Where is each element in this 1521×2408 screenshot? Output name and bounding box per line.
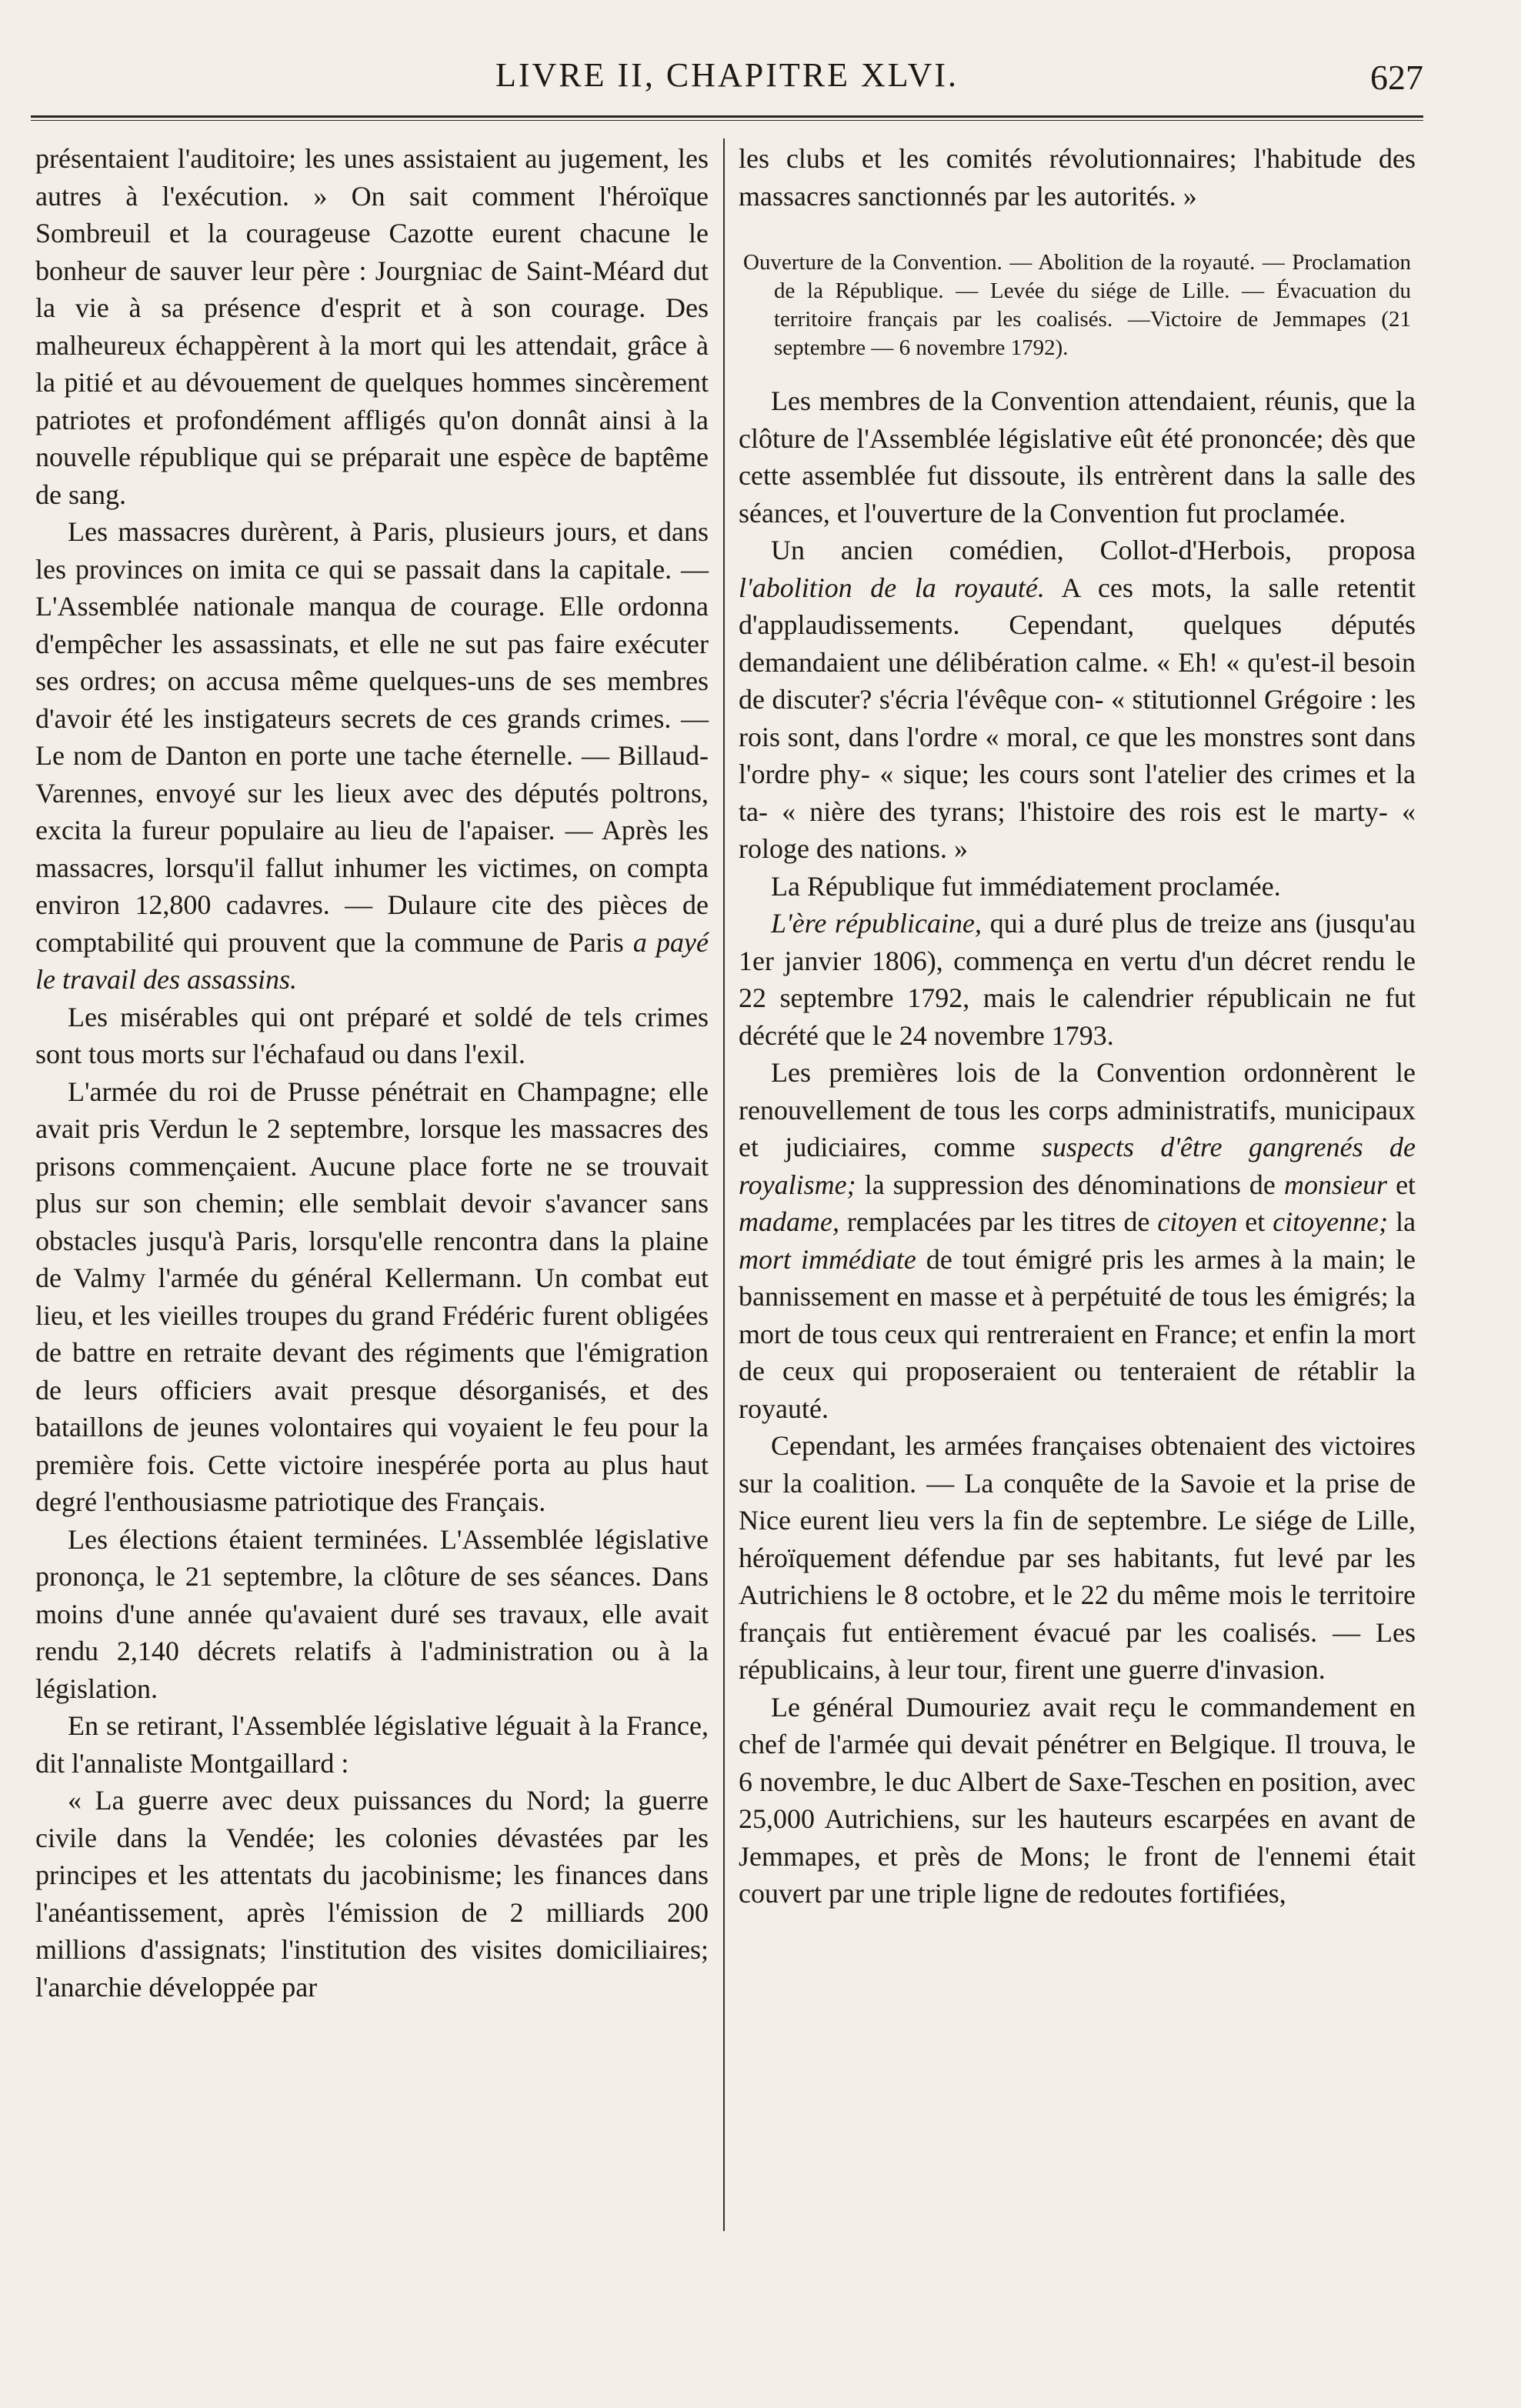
page-number: 627 xyxy=(1370,58,1423,97)
text: En se retirant, l'Assemblée législative léguait à la France, dit l'annaliste Montgaillard : xyxy=(35,1710,709,1779)
paragraph xyxy=(739,1427,1416,1689)
column-divider xyxy=(723,138,725,2231)
text: La République fut immédiatement proclamée. xyxy=(771,870,1281,902)
italic-text: madame, xyxy=(739,1206,839,1237)
paragraph xyxy=(35,1521,709,1708)
paragraph xyxy=(35,1707,709,1782)
italic-text: l'abolition de la royauté. xyxy=(739,572,1045,603)
text: de tout émigré pris les armes à la main; le bannissement en masse et à perpétuité de tous les émigrés; la mort de tous ceux qui rentreraient en France; et enfin la mort de ceux qui proposeraient ou tenteraient de rétablir la royauté. xyxy=(739,1243,1416,1424)
italic-text: monsieur xyxy=(1283,1169,1387,1200)
text: la suppression des dénominations de xyxy=(864,1169,1276,1200)
summary-text: Ouverture de la Convention. — Abolition de la royauté. — Proclamation de la République. — Levée du siége de Lille. — Évacuation du territoire français par les coalisés. —Victoire de Jemmapes (21 septembre — 6 novembre 1792). xyxy=(743,250,1411,360)
header-rule xyxy=(31,115,1423,121)
running-title: LIVRE II, CHAPITRE XLVI. xyxy=(495,56,959,94)
paragraph xyxy=(739,532,1416,868)
italic-text: suspects d'être gangrenés de royalisme; xyxy=(739,1132,1416,1200)
text: présentaient l'auditoire; les unes assistaient au jugement, les autres à l'exécution. » On sait comment l'héroïque Sombreuil et la courageuse Cazotte eurent chacune le bonheur de sauver leur père : Jourgniac de Saint-Méard dut la vie à sa présence d'esprit et à son courage. Des malheureux échappèrent à la mort qui les attendait, grâce à la pitié et au dévouement de quelques hommes sincèrement patriotes et profondément affligés qu'on donnât ainsi à la nouvelle république qui se préparait une espèce de baptême de sang. xyxy=(35,143,709,510)
chapter-summary xyxy=(743,248,1411,362)
text: Le général Dumouriez avait reçu le commandement en chef de l'armée qui devait pénétrer en Belgique. Il trouva, le 6 novembre, le duc Albert de Saxe-Teschen en position, avec 25,000 Autrichiens, sur les hauteurs escarpées en avant de Jemmapes, et près de Mons; le front de l'ennemi était couvert par une triple ligne de redoutes fortifiées, xyxy=(739,1691,1416,1909)
text: Les membres de la Convention attendaient, réunis, que la clôture de l'Assemblée législative eût été prononcée; dès que cette assemblée fut dissoute, ils entrèrent dans la salle des séances, et l'ouverture de la Convention fut proclamée. xyxy=(739,385,1416,529)
paragraph xyxy=(739,905,1416,1054)
text: L'armée du roi de Prusse pénétrait en Champagne; elle avait pris Verdun le 2 septembre, lorsque les massacres des prisons commençaient. Aucune place forte ne se trouvait plus sur son chemin; elle semblait devoir s'avancer sans obstacles jusqu'à Paris, lorsqu'elle rencontra dans la plaine de Valmy l'armée du général Kellermann. Un combat eut lieu, et les vieilles troupes du grand Frédéric furent obligées de battre en retraite devant des régiments que l'émigration de leurs officiers avait presque désorganisés, et des bataillons de jeunes volontaires qui voyaient le feu pour la première fois. Cette victoire inespérée porta au plus haut degré l'enthousiasme patriotique des Français. xyxy=(35,1076,709,1517)
paragraph xyxy=(35,999,709,1073)
text: qui a duré plus de treize ans (jusqu'au 1er janvier 1806), commença en vertu d'un décret rendu le 22 septembre 1792, mais le calendrier républicain ne fut décrété que le 24 novembre 1793. xyxy=(739,908,1416,1051)
italic-text: citoyen xyxy=(1157,1206,1238,1237)
italic-text: L'ère républicaine, xyxy=(771,908,982,939)
quote-paragraph xyxy=(35,1782,709,2006)
text: Les élections étaient terminées. L'Assemblée législative prononça, le 21 septembre, la clôture de ses séances. Dans moins d'une année qu'avaient duré ses travaux, elle avait rendu 2,140 décrets relatifs à l'administration ou à la législation. xyxy=(35,1523,709,1704)
text: Les massacres durèrent, à Paris, plusieurs jours, et dans les provinces on imita ce qui se passait dans la capitale. — L'Assemblée nationale manqua de courage. Elle ordonna d'empêcher les assassinats, et elle ne sut pas faire exécuter ses ordres; on accusa même quelques-uns de ses membres d'avoir été les instigateurs secrets de ces grands crimes. — Le nom de Danton en porte une tache éternelle. — Billaud-Varennes, envoyé sur les lieux avec des députés poltrons, excita la fureur populaire au lieu de l'apaiser. — Après les massacres, lorsqu'il fallut inhumer les victimes, on compta environ 12,800 cadavres. — Dulaure cite des pièces de comptabilité qui prouvent que la commune de Paris xyxy=(35,516,709,958)
paragraph xyxy=(739,1689,1416,1913)
paragraph xyxy=(739,1054,1416,1427)
paragraph xyxy=(35,140,709,513)
text: et xyxy=(1396,1169,1416,1200)
paragraph xyxy=(739,382,1416,532)
text: et xyxy=(1245,1206,1266,1237)
text: A ces mots, la salle retentit d'applaudissements. Cependant, quelques députés demandaient une délibération calme. « Eh! « qu'est-il besoin de discuter? s'écria l'évêque con- « stitutionnel Grégoire : les rois sont, dans l'ordre « moral, ce que les monstres sont dans l'ordre phy- « sique; les cours sont l'atelier des crimes et la ta- « nière des tyrans; l'histoire des rois est le marty- « rologe des nations. » xyxy=(739,572,1416,864)
right-column xyxy=(739,140,1416,1913)
text: « La guerre avec deux puissances du Nord; la guerre civile dans la Vendée; les colonies dévastées par les principes et les attentats du jacobinisme; les finances dans l'anéantissement, après l'émission de 2 milliards 200 millions d'assignats; l'institution des visites domiciliaires; l'anarchie développée par xyxy=(35,1785,709,2003)
text: Cependant, les armées françaises obtenaient des victoires sur la coalition. — La conquête de la Savoie et la prise de Nice eurent lieu vers la fin de septembre. Le siége de Lille, héroïquement défendue par ses habitants, fut levé par les Autrichiens le 8 octobre, et le 22 du même mois le territoire français fut entièrement évacué par les coalisés. — Les républicains, à leur tour, firent une guerre d'invasion. xyxy=(739,1430,1416,1685)
text: les clubs et les comités révolutionnaires; l'habitude des massacres sanctionnés par les autorités. » xyxy=(739,143,1416,212)
italic-text: citoyenne; xyxy=(1273,1206,1389,1237)
italic-text: mort immédiate xyxy=(739,1243,916,1275)
paragraph xyxy=(35,1073,709,1521)
text: la xyxy=(1396,1206,1416,1237)
page-header xyxy=(31,55,1423,117)
paragraph xyxy=(739,140,1416,215)
text: Les premières lois de la Convention ordonnèrent le renouvellement de tous les corps administratifs, municipaux et judiciaires, comme xyxy=(739,1057,1416,1162)
text: remplacées par les titres de xyxy=(846,1206,1150,1237)
text: Un ancien comédien, Collot-d'Herbois, proposa xyxy=(771,535,1416,565)
left-column xyxy=(35,140,709,2006)
paragraph xyxy=(35,513,709,999)
paragraph xyxy=(739,868,1416,906)
text: Les misérables qui ont préparé et soldé de tels crimes sont tous morts sur l'échafaud ou dans l'exil. xyxy=(35,1001,709,1069)
italic-text: a payé le travail des assassins. xyxy=(35,926,709,995)
